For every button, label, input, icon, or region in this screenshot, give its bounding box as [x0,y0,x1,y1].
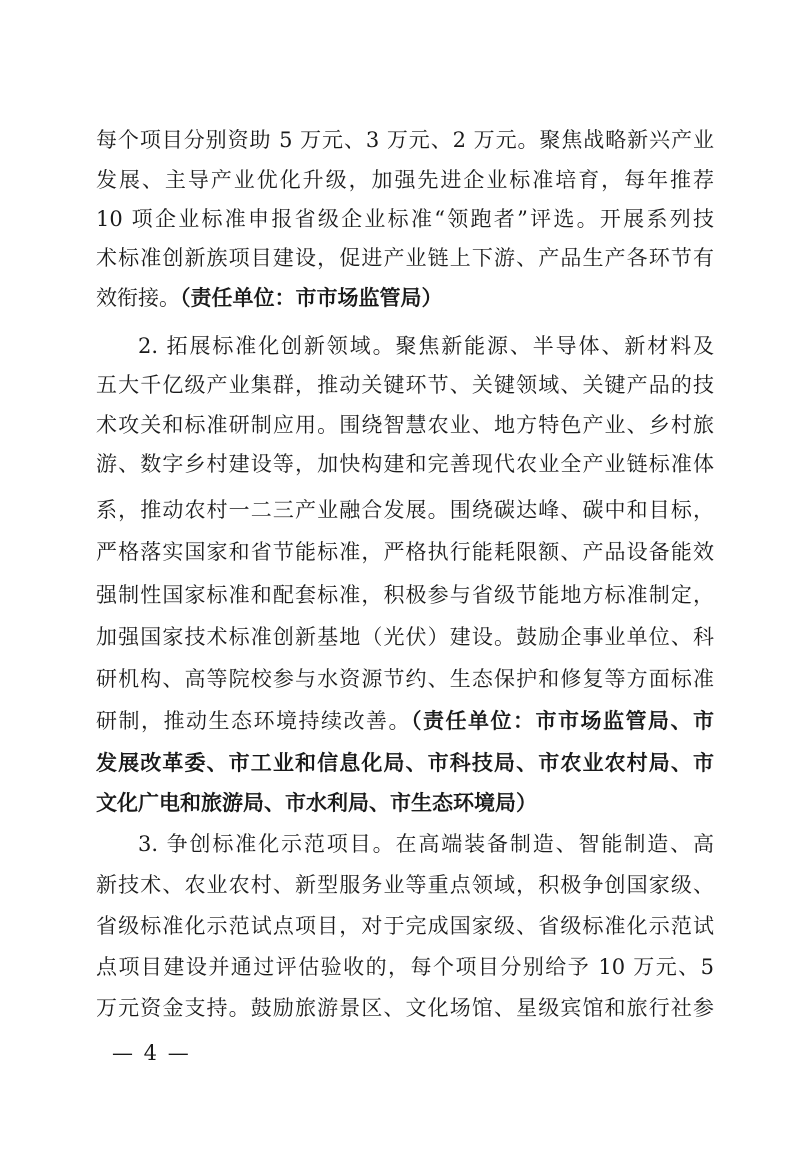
text-segment: 万元资金支持。鼓励旅游景区、文化场馆、星级宾馆和旅行社参 [96,996,714,1020]
text-segment: 术攻关和标准研制应用。围绕智慧农业、地方特色产业、乡村旅 [96,413,714,437]
text-segment: 加强国家技术标准创新基地（光伏）建设。鼓励企事业单位、科 [96,625,714,649]
text-segment: 研机构、高等院校参与水资源节约、生态保护和修复等方面标准 [96,667,714,691]
text-line [96,993,714,1023]
text-segment: 研制，推动生态环境持续改善。 [96,709,411,733]
text-line [96,243,714,273]
text-line [96,911,714,941]
text-line [96,706,714,736]
text-segment: 每个项目分别资助 5 万元、3 万元、2 万元。聚焦战略新兴产业 [96,128,714,152]
text-line [96,870,714,900]
text-segment: 五大千亿级产业集群，推动关键环节、关键领域、关键产品的技 [96,373,714,397]
responsible-unit-line [96,788,714,818]
text-line [96,410,714,440]
text-segment: 严格落实国家和省节能标准，严格执行能耗限额、产品设备能效 [96,540,714,564]
text-segment: 2. 拓展标准化创新领域。聚焦新能源、半导体、新材料及 [138,334,714,358]
text-segment: 效衔接。 [96,286,180,310]
text-segment: 强制性国家标准和配套标准，积极参与省级节能地方标准制定， [96,583,714,607]
text-line [96,537,714,567]
text-segment: 省级标准化示范试点项目，对于完成国家级、省级标准化示范试 [96,914,714,938]
text-segment: 3. 争创标准化示范项目。在高端装备制造、智能制造、高 [138,832,714,856]
text-segment: 发展、主导产业优化升级，加强先进企业标准培育，每年推荐 [96,168,714,192]
text-line [96,495,714,525]
text-segment: 10 项企业标准申报省级企业标准“领跑者”评选。开展系列技 [96,207,714,231]
text-line [96,664,714,694]
responsible-unit-text: 文化广电和旅游局、市水利局、市生态环境局） [96,790,537,815]
text-segment: 术标准创新族项目建设，促进产业链上下游、产品生产各环节有 [96,246,714,270]
text-line [96,165,714,195]
text-line [96,580,714,610]
paragraph-first-line [138,829,714,859]
responsible-unit-text: （责任单位：市市场监管局、市 [411,708,714,733]
responsible-unit-text: 发展改革委、市工业和信息化局、市科技局、市农业农村局、市 [96,750,714,775]
text-line [96,449,714,479]
text-segment: 新技术、农业农村、新型服务业等重点领域，积极争创国家级、 [96,873,714,897]
text-segment: 点项目建设并通过评估验收的，每个项目分别给予 10 万元、5 [96,955,714,979]
page-number: — 4 — [112,1041,191,1065]
text-line [96,125,714,155]
text-line [96,622,714,652]
text-segment: 系，推动农村一二三产业融合发展。围绕碳达峰、碳中和目标， [96,498,714,522]
paragraph-first-line [138,331,714,361]
text-line [96,283,714,313]
text-line [96,370,714,400]
text-segment: 游、数字乡村建设等，加快构建和完善现代农业全产业链标准体 [96,452,714,476]
responsible-unit-text: （责任单位：市市场监管局） [180,285,443,310]
text-line [96,952,714,982]
responsible-unit-line [96,748,714,778]
text-line [96,204,714,234]
